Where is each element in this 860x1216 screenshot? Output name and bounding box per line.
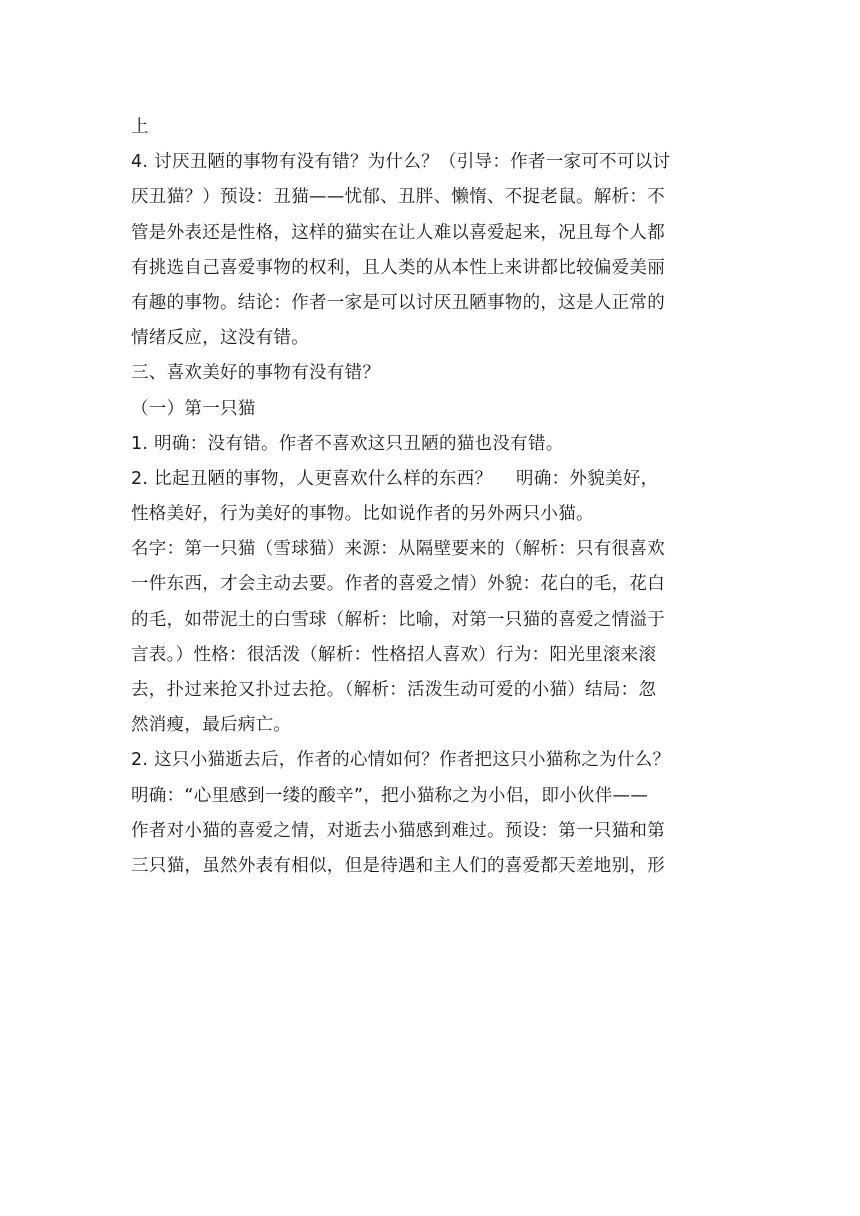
- text-line: 明确：“心里感到一缕的酸辛”，把小猫称之为小侣，即小伙伴——: [131, 785, 649, 806]
- text-line: 情绪反应，这没有错。: [131, 328, 309, 349]
- text-line: 然消瘦，最后病亡。: [131, 715, 292, 736]
- text-line: 1. 明确：没有错。作者不喜欢这只丑陋的猫也没有错。: [131, 433, 564, 454]
- text-line: 一件东西，才会主动去要。作者的喜爱之情）外貌：花白的毛，花白: [131, 574, 665, 595]
- subsection-heading: （一）第一只猫: [131, 398, 256, 419]
- text-line: 2. 这只小猫逝去后，作者的心情如何？作者把这只小猫称之为什么？: [131, 750, 671, 771]
- document-body: [131, 110, 731, 884]
- text-line: 2. 比起丑陋的事物，人更喜欢什么样的东西？ 明确：外貌美好，: [131, 468, 659, 489]
- text-line: 的毛，如带泥土的白雪球（解析：比喻，对第一只猫的喜爱之情溢于: [131, 609, 665, 630]
- text-line: 厌丑猫？）预设：丑猫——忧郁、丑胖、懒惰、不捉老鼠。解析：不: [131, 187, 665, 208]
- text-line: 名字：第一只猫（雪球猫）来源：从隔壁要来的（解析：只有很喜欢: [131, 539, 665, 560]
- text-line: 管是外表还是性格，这样的猫实在让人难以喜爱起来，况且每个人都: [131, 222, 665, 243]
- text-line: 三只猫，虽然外表有相似，但是待遇和主人们的喜爱都天差地别，形: [131, 855, 665, 876]
- text-line: 性格美好，行为美好的事物。比如说作者的另外两只小猫。: [131, 504, 594, 525]
- text-line: 言表。）性格：很活泼（解析：性格招人喜欢）行为：阳光里滚来滚: [131, 644, 657, 665]
- text-line: 作者对小猫的喜爱之情，对逝去小猫感到难过。预设：第一只猫和第: [131, 820, 665, 841]
- text-line: 有趣的事物。结论：作者一家是可以讨厌丑陋事物的，这是人正常的: [131, 292, 665, 313]
- section-heading: 三、喜欢美好的事物有没有错？: [131, 363, 381, 384]
- text-line: 上: [131, 117, 149, 137]
- text-line: 去，扑过来抢又扑过去抢。（解析：活泼生动可爱的小猫）结局：忽: [131, 680, 657, 700]
- text-line: 4. 讨厌丑陋的事物有没有错？为什么？（引导：作者一家可不可以讨: [131, 152, 671, 173]
- text-line: 有挑选自己喜爱事物的权利，且人类的从本性上来讲都比较偏爱美丽: [131, 257, 665, 278]
